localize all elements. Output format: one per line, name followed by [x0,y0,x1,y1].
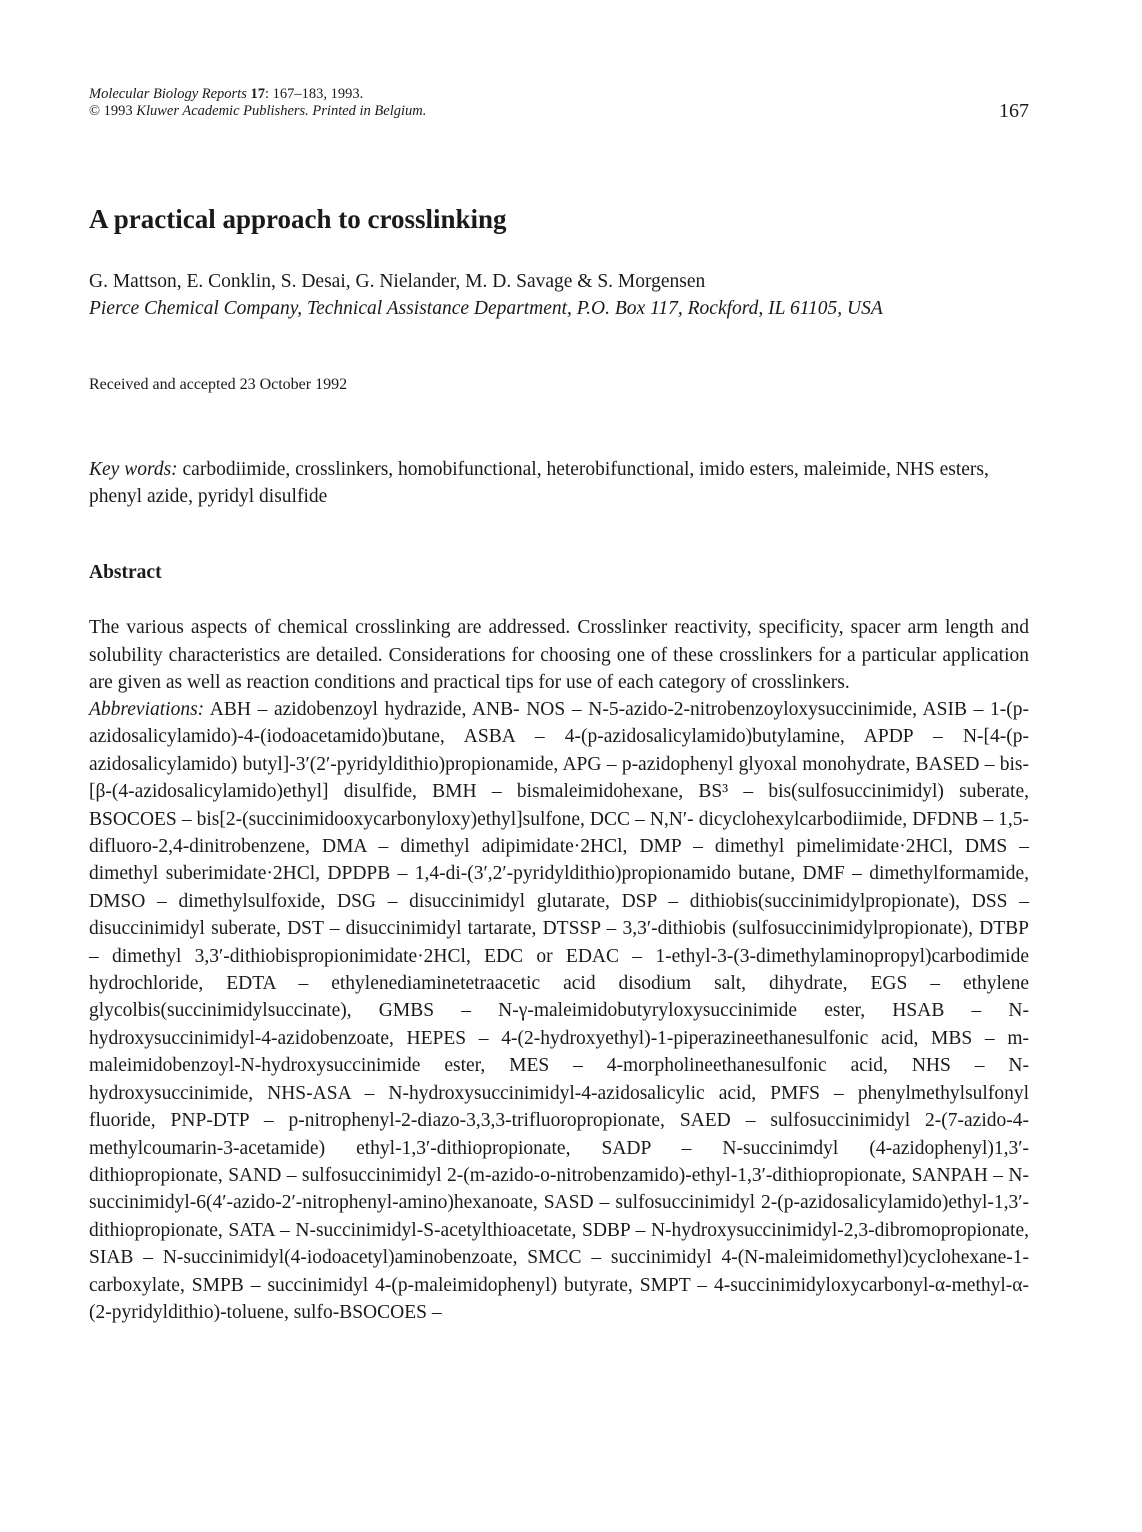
affiliation: Pierce Chemical Company, Technical Assistance Department, P.O. Box 117, Rockford, IL 61105, USA [89,298,883,319]
copyright-symbol: © [89,103,101,119]
abbreviations-text: ABH – azidobenzoyl hydrazide, ANB- NOS – N-5-azido-2-nitrobenzoyloxysuccinimide, ASIB – 1-(p-azidosalicylamido)-4-(iodoacetamido)butane, ASBA – 4-(p-azidosalicylamido)butylamine, APDP – N-[4-(p-azidosalicylamido) butyl]-3′(2′-pyridyldithio)propionamide, APG – p-azidophenyl glyoxal monohydrate, BASED – bis-[β-(4-azidosalicylamido)ethyl] disulfide, BMH – bismaleimidohexane, BS³ – bis(sulfosuccinimidyl) suberate, BSOCOES – bis[2-(succinimidooxycarbonyloxy)ethyl]sulfone, DCC – N,N′- dicyclohexylcarbodiimide, DFDNB – 1,5-difluoro-2,4-dinitrobenzene, DMA – dimethyl adipimidate·2HCl, DMP – dimethyl pimelimidate·2HCl, DMS – dimethyl suberimidate·2HCl, DPDPB – 1,4-di-(3′,2′-pyridyldithio)propionamido butane, DMF – dimethylformamide, DMSO – dimethylsulfoxide, DSG – disuccinimidyl glutarate, DSP – dithiobis(succinimidylpropionate), DSS – disuccinimidyl suberate, DST – disuccinimidyl tartarate, DTSSP – 3,3′-dithiobis (sulfosuccinimidylpropionate), DTBP – dimethyl 3,3′-dithiobispropionimidate·2HCl, EDC or EDAC – 1-ethyl-3-(3-dimethylaminopropyl)carbodimide hydrochloride, EDTA – ethylenediaminetetraacetic acid disodium salt, dihydrate, EGS – ethylene glycolbis(succinimidylsuccinate), GMBS – N-γ-maleimidobutyryloxysuccinimide ester, HSAB – N-hydroxysuccinimidyl-4-azidobenzoate, HEPES – 4-(2-hydroxyethyl)-1-piperazineethanesulfonic acid, MBS – m-maleimidobenzoyl-N-hydroxysuccinimide ester, MES – 4-morpholineethanesulfonic acid, NHS – N-hydroxysuccinimide, NHS-ASA – N-hydroxysuccinimidyl-4-azidosalicylic acid, PMFS – phenylmethylsulfonyl fluoride, PNP-DTP – p-nitrophenyl-2-diazo-3,3,3-trifluoropropionate, SAED – sulfosuccinimidyl 2-(7-azido-4-methylcoumarin-3-acetamide) ethyl-1,3′-dithiopropionate, SADP – N-succinimdyl (4-azidophenyl)1,3′-dithiopropionate, SAND – sulfosuccinimidyl 2-(m-azido-o-nitrobenzamido)-ethyl-1,3′-dithiopropionate, SANPAH – N-succinimidyl-6(4′-azido-2′-nitrophenyl-amino)hexanoate, SASD – sulfosuccinimidyl 2-(p-azidosalicylamido)ethyl-1,3′-dithiopropionate, SATA – N-succinimidyl-S-acetylthioacetate, SDBP – N-hydroxysuccinimidyl-2,3-dibromopropionate, SIAB – N-succinimidyl(4-iodoacetyl)aminobenzoate, SMCC – succinimidyl 4-(N-maleimidomethyl)cyclohexane-1-carboxylate, SMPB – succinimidyl 4-(p-maleimidophenyl) butyrate, SMPT – 4-succinimidyloxycarbonyl-α-methyl-α-(2-pyridyldithio)-toluene, sulfo-BSOCOES – [89,699,1029,1323]
keywords-label: Key words: [89,459,178,480]
author-block [89,268,883,322]
article-title: A practical approach to crosslinking [89,204,507,234]
copyright-year: 1993 [103,103,133,119]
abstract-heading: Abstract [89,562,162,583]
journal-name: Molecular Biology Reports [89,86,247,102]
copyright-line [89,103,1029,120]
received-date: Received and accepted 23 October 1992 [89,376,348,393]
citation-line [89,86,1029,103]
abbreviations-label: Abbreviations: [89,699,205,720]
abbreviations [89,696,1029,1326]
keywords [89,456,1029,510]
keywords-text: carbodiimide, crosslinkers, homobifunctional, heterobifunctional, imido esters, maleimide, NHS esters, phenyl azide, pyridyl disulfide [89,459,989,507]
page-number: 167 [999,100,1029,122]
journal-volume: 17 [250,86,265,102]
running-header [89,86,1029,120]
journal-pages-year: : 167–183, 1993. [264,86,364,102]
abstract-text: The various aspects of chemical crosslinking are addressed. Crosslinker reactivity, specificity, spacer arm length and solubility characteristics are detailed. Considerations for choosing one of these crosslinkers for a particular application are given as well as reaction conditions and practical tips for use of each category of crosslinkers. [89,617,1029,693]
publisher: Kluwer Academic Publishers. Printed in Belgium. [136,103,427,119]
author-list: G. Mattson, E. Conklin, S. Desai, G. Nielander, M. D. Savage & S. Morgensen [89,271,706,292]
